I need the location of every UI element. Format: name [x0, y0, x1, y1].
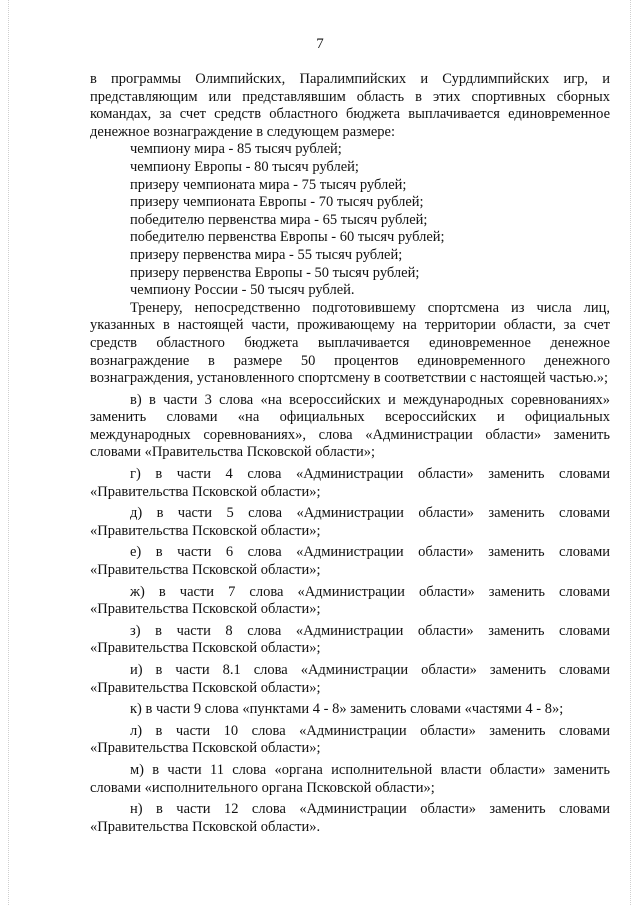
list-item: чемпиону России - 50 тысяч рублей.: [130, 282, 355, 299]
list-item: чемпиону мира - 85 тысяч рублей;: [130, 141, 342, 158]
document-body: [90, 71, 610, 836]
award-list: [90, 141, 610, 299]
amendment-item: к) в части 9 слова «пунктами 4 - 8» заменить словами «частями 4 - 8»;: [130, 701, 564, 718]
amendment-item: з) в части 8 слова «Администрации области» заменить словами «Правительства Псковской области»;: [90, 622, 610, 657]
amendment-item: г) в части 4 слова «Администрации области» заменить словами «Правительства Псковской области»;: [90, 466, 610, 500]
amendment-item: н) в части 12 слова «Администрации области» заменить словами «Правительства Псковской области».: [90, 801, 610, 835]
page-number: 7: [316, 36, 324, 52]
intro-paragraph: в программы Олимпийских, Паралимпийских и Сурдлимпийских игр, и представляющим или представлявшим область в этих спортивных сборных командах, за счет средств областного бюджета выплачивается единовременное денежное вознаграждение в следующем размере:: [90, 71, 610, 140]
list-item: призеру первенства Европы - 50 тысяч рублей;: [130, 264, 420, 281]
scan-edge-right: [630, 0, 632, 905]
amendment-item: ж) в части 7 слова «Администрации области» заменить словами «Правительства Псковской области»;: [90, 583, 610, 618]
list-item: призеру первенства мира - 55 тысяч рублей;: [130, 246, 403, 263]
list-item: чемпиону Европы - 80 тысяч рублей;: [130, 158, 359, 175]
scan-edge-left: [8, 0, 10, 905]
amendment-item: д) в части 5 слова «Администрации области» заменить словами «Правительства Псковской области»;: [90, 505, 610, 539]
amendment-item: м) в части 11 слова «органа исполнительной власти области» заменить словами «исполнительного органа Псковской области»;: [90, 761, 610, 796]
list-item: победителю первенства Европы - 60 тысяч рублей;: [130, 229, 445, 246]
list-item: призеру чемпионата Европы - 70 тысяч рублей;: [130, 194, 424, 211]
amendment-item: в) в части 3 слова «на всероссийских и международных соревнованиях» заменить словами «на официальных всероссийских и официальных международных соревнованиях», слова «Администрации области» заменить словами «Правительства Псковской области»;: [90, 391, 610, 461]
list-item: призеру чемпионата мира - 75 тысяч рублей;: [130, 176, 407, 193]
coach-paragraph: Тренеру, непосредственно подготовившему спортсмена из числа лиц, указанных в настоящей части, проживающему на территории области, за счет средств областного бюджета выплачивается единовременное денежное вознаграждение в размере 50 процентов единовременного денежного вознаграждения, установленного спортсмену в соответствии с настоящей частью.»;: [90, 299, 610, 387]
list-item: победителю первенства мира - 65 тысяч рублей;: [130, 211, 428, 228]
amendment-item: л) в части 10 слова «Администрации области» заменить словами «Правительства Псковской области»;: [90, 722, 610, 757]
amendment-item: и) в части 8.1 слова «Администрации области» заменить словами «Правительства Псковской области»;: [90, 662, 610, 696]
amendment-item: е) в части 6 слова «Администрации области» заменить словами «Правительства Псковской области»;: [90, 544, 610, 579]
